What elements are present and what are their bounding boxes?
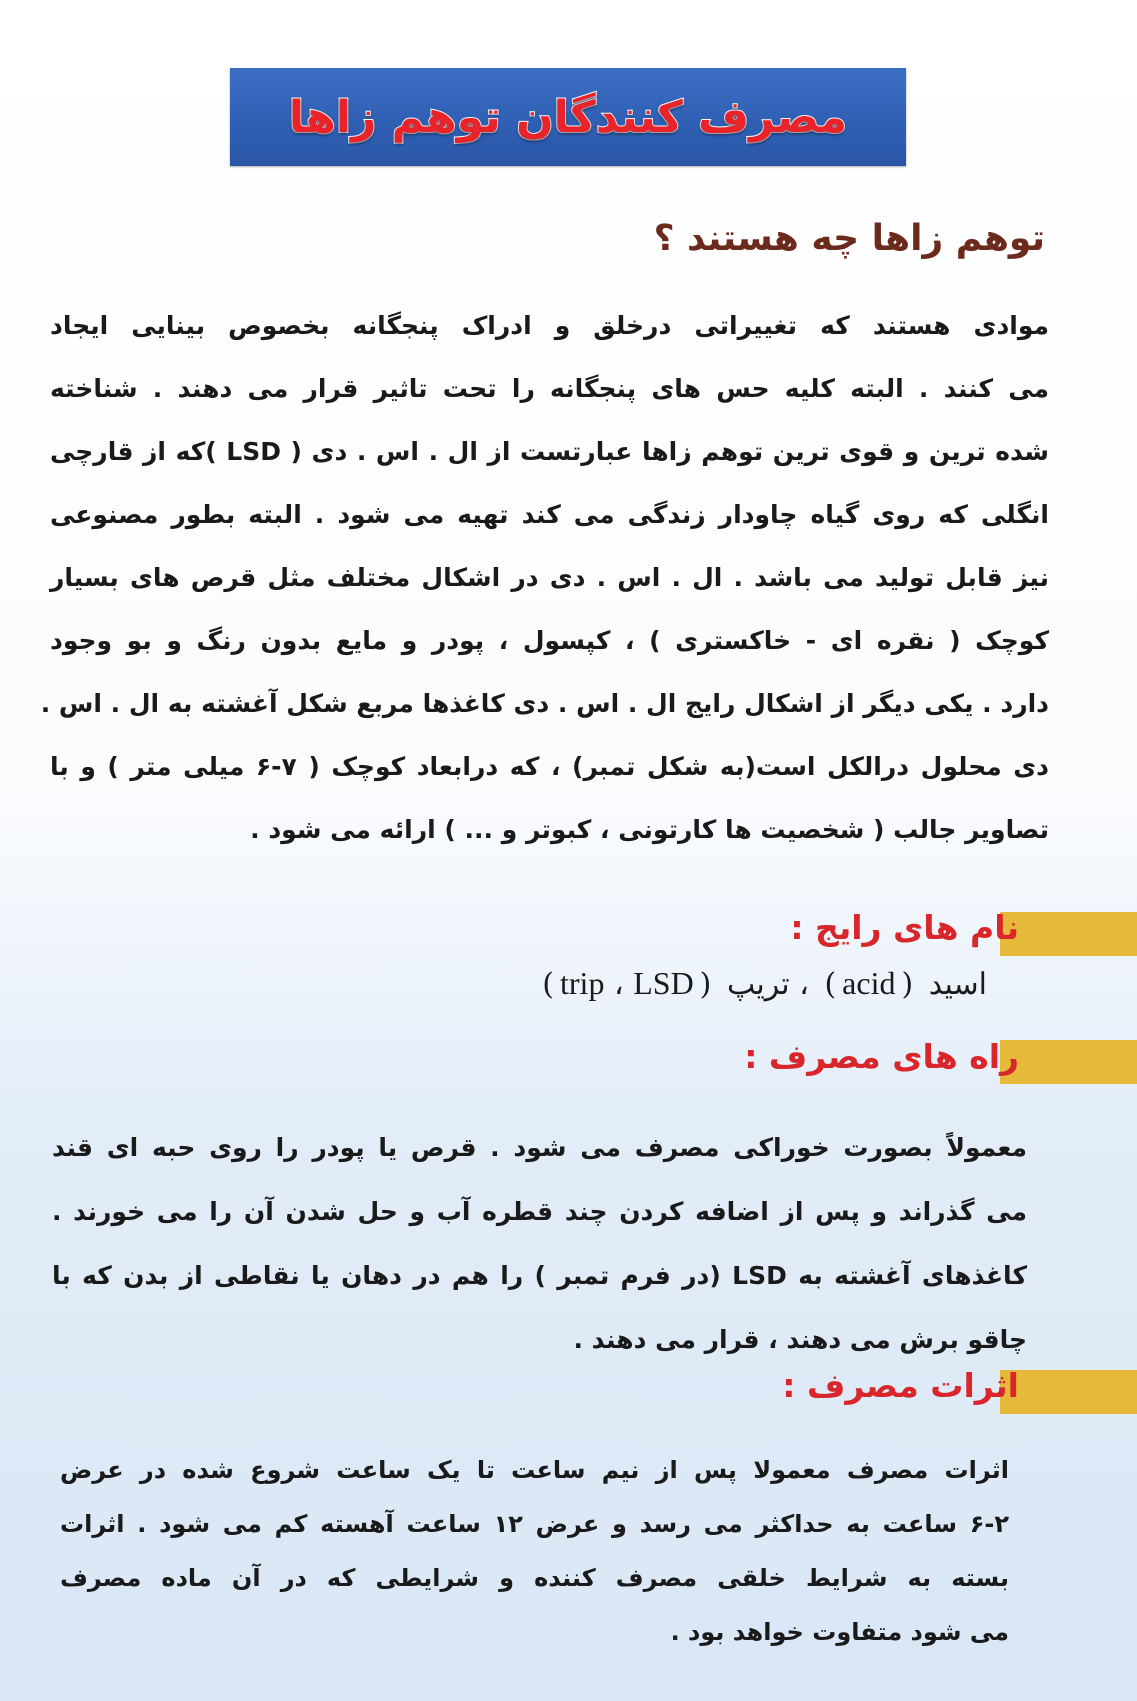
intro-line: انگلی که روی گیاه چاودار زندگی می کند تهیه می شود . البته بطور مصنوعی [50, 500, 1049, 529]
routes-line: چاقو برش می دهند ، قرار می دهند . [573, 1325, 1027, 1354]
page-title: مصرف کنندگان توهم زاها [288, 91, 848, 143]
intro-line: نیز قابل تولید می باشد . ال . اس . دی در اشکال مختلف مثل قرص های بسیار [50, 563, 1049, 592]
intro-line: دارد . یکی دیگر از اشکال رایج ال . اس . دی کاغذها مربع شکل آغشته به ال . اس . [40, 689, 1049, 718]
name-trip-fa: تریپ [726, 967, 790, 1002]
effects-paragraph [60, 1443, 1009, 1659]
intro-line: شده ترین و قوی ترین توهم زاها عبارتست از ال . اس . دی ( LSD )که از قارچی [50, 437, 1049, 466]
effects-line: بسته به شرایط خلقی مصرف کننده و شرایطی که در آن ماده مصرف [60, 1564, 1009, 1592]
routes-line: کاغذهای آغشته به LSD (در فرم تمبر ) را هم در دهان یا نقاطی از بدن که با [52, 1261, 1027, 1290]
common-names-heading: نام های رایج : [790, 908, 1019, 947]
section-marker-bar [1000, 1370, 1137, 1414]
section-marker-bar [1000, 1040, 1137, 1084]
name-trip-en: trip [560, 965, 605, 1001]
intro-line: تصاویر جالب ( شخصیت ها کارتونی ، کبوتر و ... ) ارائه می شود . [250, 815, 1049, 844]
intro-line: کوچک ( نقره ای - خاکستری ) ، کپسول ، پودر و مایع بدون رنگ و بو وجود [50, 626, 1049, 655]
intro-line: دی محلول درالکل است(به شکل تمبر) ، که درابعاد کوچک ( ۷-۶ میلی متر ) و با [50, 752, 1049, 781]
common-names-list: اسید (acid) ، تریپ (trip ، LSD) [542, 965, 987, 1002]
effects-line: می شود متفاوت خواهد بود . [670, 1618, 1009, 1646]
name-lsd-en: LSD [633, 965, 694, 1001]
name-acid-en: acid [842, 965, 896, 1001]
intro-heading: توهم زاها چه هستند ؟ [653, 218, 1045, 259]
effects-line: ۶-۲ ساعت به حداکثر می رسد و عرض ۱۲ ساعت آهسته کم می شود . اثرات [60, 1510, 1009, 1538]
effects-heading: اثرات مصرف : [782, 1366, 1019, 1405]
routes-line: معمولاً بصورت خوراکی مصرف می شود . قرص یا پودر را روی حبه ای قند [52, 1133, 1027, 1162]
section-marker-bar [1000, 912, 1137, 956]
intro-line: می کنند . البته کلیه حس های پنجگانه را تحت تاثیر قرار می دهند . شناخته [50, 374, 1049, 403]
effects-line: اثرات مصرف معمولا پس از نیم ساعت تا یک ساعت شروع شده در عرض [60, 1456, 1009, 1484]
routes-heading: راه های مصرف : [744, 1037, 1019, 1076]
intro-paragraph [40, 294, 1049, 861]
routes-paragraph [52, 1116, 1027, 1372]
routes-line: می گذراند و پس از اضافه کردن چند قطره آب و حل شدن آن را می خورند . [52, 1197, 1027, 1226]
intro-line: موادی هستند که تغییراتی درخلق و ادراک پنجگانه بخصوص بینایی ایجاد [50, 311, 1049, 340]
name-acid-fa: اسید [928, 967, 987, 1002]
title-banner [230, 68, 906, 166]
